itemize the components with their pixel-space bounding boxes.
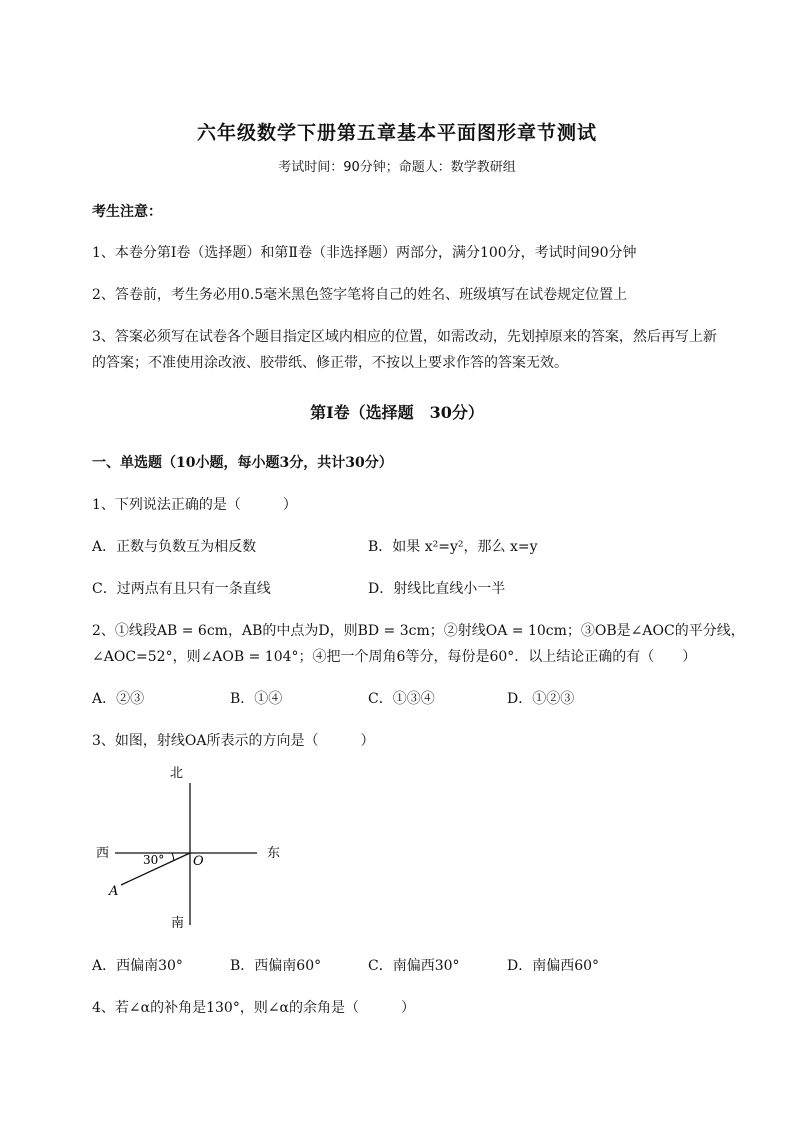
q1-option-a[interactable]: A．正数与负数互为相反数 <box>92 539 257 555</box>
notice-heading: 考生注意： <box>92 204 162 220</box>
ray-label: A <box>109 884 119 899</box>
exam-info: 考试时间：90分钟；命题人：数学教研组 <box>278 160 516 175</box>
notice-line-3a: 3、答案必须写在试卷各个题目指定区域内相应的位置，如需改动，先划掉原来的答案，然后再写上新 <box>92 329 717 345</box>
q3-stem: 3、如图，射线OA所表示的方向是（ ） <box>92 733 375 749</box>
q3-option-d[interactable]: D．南偏西60° <box>507 958 600 974</box>
q2-stem-line-2: ∠AOC=52°，则∠AOB = 104°；④把一个周角6等分，每份是60°．以上结论正确的有（ ） <box>92 649 697 665</box>
q3-option-b[interactable]: B．西偏南60° <box>230 958 322 974</box>
q3-option-c[interactable]: C．南偏西30° <box>368 958 460 974</box>
q3-option-a[interactable]: A．西偏南30° <box>92 958 183 974</box>
notice-line-2: 2、答卷前，考生务必用0.5毫米黑色签字笔将自己的姓名、班级填写在试卷规定位置上 <box>92 287 628 303</box>
q2-option-b[interactable]: B．①④ <box>230 691 283 707</box>
east-label: 东 <box>267 846 281 861</box>
part-title: 一、单选题（10小题，每小题3分，共计30分） <box>92 455 393 471</box>
section-title: 第I卷（选择题 30分） <box>310 403 484 422</box>
compass-figure <box>85 765 305 935</box>
q2-option-d[interactable]: D．①②③ <box>507 691 575 707</box>
angle-label: 30° <box>143 853 165 867</box>
q1-option-b[interactable]: B．如果 x²=y²，那么 x=y <box>368 539 538 555</box>
q2-option-c[interactable]: C．①③④ <box>368 691 435 707</box>
q1-option-c[interactable]: C．过两点有且只有一条直线 <box>92 581 271 597</box>
page-title: 六年级数学下册第五章基本平面图形章节测试 <box>196 122 597 144</box>
notice-line-3b: 的答案；不准使用涂改液、胶带纸、修正带，不按以上要求作答的答案无效。 <box>92 355 568 371</box>
south-label: 南 <box>171 916 185 931</box>
notice-line-1: 1、本卷分第I卷（选择题）和第Ⅱ卷（非选择题）两部分，满分100分，考试时间90分钟 <box>92 245 637 261</box>
west-label: 西 <box>96 846 110 861</box>
origin-label: O <box>193 854 204 869</box>
q2-option-a[interactable]: A．②③ <box>92 691 145 707</box>
q1-stem: 1、下列说法正确的是（ ） <box>92 497 297 513</box>
q1-option-d[interactable]: D．射线比直线小一半 <box>368 581 506 597</box>
angle-arc <box>172 853 174 861</box>
north-label: 北 <box>170 766 184 781</box>
q4-stem: 4、若∠α的补角是130°，则∠α的余角是（ ） <box>92 1000 415 1016</box>
q2-stem-line-1: 2、①线段AB = 6cm，AB的中点为D，则BD = 3cm；②射线OA = 10cm；③OB是∠AOC的平分线， <box>92 623 745 639</box>
